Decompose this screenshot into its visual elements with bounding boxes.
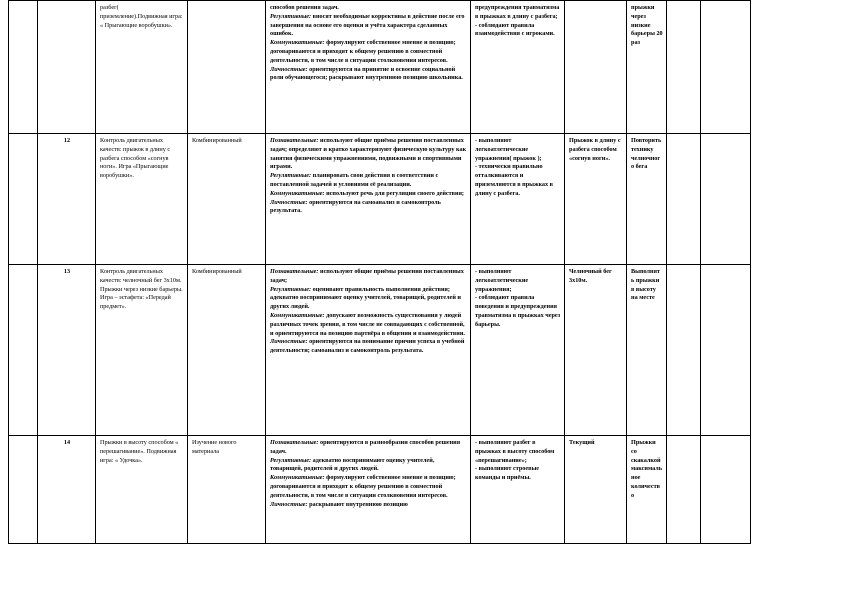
learning-action-entry bbox=[270, 4, 467, 13]
lesson-row bbox=[9, 134, 751, 265]
learning-action-text: формулируют собственное мнение и позицию; договариваются и приходят к общему решению в совместной деятельности, в том числе в ситуации столкновения интересов. bbox=[270, 39, 456, 64]
blank-cell bbox=[667, 134, 701, 265]
blank-cell bbox=[701, 1, 751, 134]
learning-action-text: используют общие приёмы решения поставленных задач; определяют и кратко характеризуют физическую культуру как занятия физическими упражнениями, подвижными и спортивными играми. bbox=[270, 137, 467, 171]
lesson-type-cell: Комбинированный bbox=[188, 265, 266, 436]
learning-action-label: Личностные: bbox=[270, 338, 308, 346]
learning-action-entry bbox=[270, 66, 467, 84]
control-cell: Текущий bbox=[565, 436, 627, 544]
learning-action-label: Коммуникативные: bbox=[270, 39, 325, 47]
lesson-number-cell bbox=[38, 1, 96, 134]
student-activity-cell: - выполняют легкоатлетические упражнения( прыжок ); - технически правильно отталкиваются и приземляются в прыжках в длину с разбега. bbox=[471, 134, 565, 265]
control-cell: Челночный бег 3х10м. bbox=[565, 265, 627, 436]
learning-action-text: ориентируются на понимание причин успеха в учебной деятельности; самоанализ и самоконтроль результата. bbox=[270, 338, 465, 355]
learning-actions-cell bbox=[266, 436, 471, 544]
lesson-plan-table bbox=[8, 0, 751, 544]
learning-action-label: Коммуникативные: bbox=[270, 311, 325, 319]
student-activity-cell: - выполняют легкоатлетические упражнения; - соблюдают правила поведения и предупреждения травматизма в прыжках через барьеры. bbox=[471, 265, 565, 436]
lesson-number-cell: 13 bbox=[38, 265, 96, 436]
learning-action-text: используют речь для регуляции своего действия; bbox=[326, 189, 464, 197]
learning-action-text: адекватно воспринимают оценку учителей, товарищей, родителей и других людей. bbox=[270, 456, 435, 473]
learning-action-entry bbox=[270, 501, 467, 510]
blank-cell bbox=[9, 134, 38, 265]
learning-action-label: Личностные: bbox=[270, 65, 308, 73]
lesson-row bbox=[9, 436, 751, 544]
learning-action-text: планировать свои действия в соответствии с поставленной задачей и условиями её реализации. bbox=[270, 172, 439, 188]
learning-action-entry bbox=[270, 312, 467, 338]
lesson-number-cell: 12 bbox=[38, 134, 96, 265]
learning-action-label: Личностные: bbox=[270, 500, 308, 508]
blank-cell bbox=[667, 1, 701, 134]
learning-action-entry bbox=[270, 457, 467, 475]
blank-cell bbox=[701, 265, 751, 436]
learning-action-text: раскрывают внутреннюю позицию bbox=[309, 500, 408, 508]
lesson-topic-cell: Контроль двигательных качеств: челночный бег 3х10м. Прыжки через низкие барьеры. Игра – эстафета: «Передай предмет». bbox=[96, 265, 188, 436]
lesson-topic-cell: разбег( приземление).Подвижная игра: « Прыгающие воробушки». bbox=[96, 1, 188, 134]
learning-action-label: Познавательные: bbox=[270, 137, 319, 144]
learning-action-label: Регулятивные: bbox=[270, 172, 312, 180]
learning-action-label: Регулятивные: bbox=[270, 456, 312, 464]
learning-action-entry bbox=[270, 474, 467, 500]
learning-action-label: Познавательные: bbox=[270, 268, 319, 275]
student-activity-cell: - выполняют разбег в прыжках в высоту способом «перешагивание»; - выполняют строевые команды и приёмы. bbox=[471, 436, 565, 544]
learning-action-entry bbox=[270, 39, 467, 65]
learning-action-text: способов решения задач. bbox=[270, 4, 339, 11]
learning-action-text: вносят необходимые коррективы в действие после его завершения на основе его оценки и учёта характера сделанных ошибок. bbox=[270, 12, 465, 38]
learning-action-entry bbox=[270, 439, 467, 457]
lesson-type-cell: Изучение нового материала bbox=[188, 436, 266, 544]
blank-cell bbox=[667, 436, 701, 544]
learning-action-label: Коммуникативные: bbox=[270, 189, 325, 197]
learning-action-text: оценивают правильность выполнения действия; адекватно воспринимают оценку учителей, товарищей, родителей и других людей. bbox=[270, 285, 461, 311]
learning-action-label: Личностные: bbox=[270, 198, 308, 206]
lesson-row bbox=[9, 1, 751, 134]
learning-action-label: Регулятивные: bbox=[270, 285, 312, 293]
blank-cell bbox=[9, 436, 38, 544]
homework-cell: Выполнять прыжки в высоту на месте bbox=[627, 265, 667, 436]
student-activity-cell: предупреждения травматизма в прыжках в длину с разбега; - соблюдают правила взаимодействия с игроками. bbox=[471, 1, 565, 134]
blank-cell bbox=[701, 436, 751, 544]
homework-cell: прыжки через низкие барьеры 20 раз bbox=[627, 1, 667, 134]
learning-action-text: формулируют собственное мнение и позицию; договариваются и приходят к общему решению в совместной деятельности, в том числе в ситуации столкновения интересов. bbox=[270, 474, 456, 499]
control-cell: Прыжок в длину с разбега способом «согнув ноги». bbox=[565, 134, 627, 265]
learning-action-entry bbox=[270, 268, 467, 286]
lesson-topic-cell: Контроль двигательных качеств: прыжок в длину с разбега способом «согнув ноги». Игра «Прыгающие воробушки». bbox=[96, 134, 188, 265]
blank-cell bbox=[9, 1, 38, 134]
learning-action-entry bbox=[270, 286, 467, 312]
blank-cell bbox=[9, 265, 38, 436]
learning-action-label: Регулятивные: bbox=[270, 12, 312, 20]
learning-action-text: ориентируются на принятие и освоение социальной роли обучающегося; раскрывают внутреннюю позицию школьника. bbox=[270, 65, 463, 82]
homework-cell: Прыжки со скакалкой максимальное количество bbox=[627, 436, 667, 544]
learning-action-entry bbox=[270, 199, 467, 217]
learning-action-text: ориентируются в разнообразии способов решения задач. bbox=[270, 439, 461, 455]
control-cell bbox=[565, 1, 627, 134]
learning-action-entry bbox=[270, 137, 467, 172]
lesson-number-cell: 14 bbox=[38, 436, 96, 544]
learning-action-text: ориентируются на самоанализ и самоконтроль результата. bbox=[270, 198, 441, 215]
blank-cell bbox=[667, 265, 701, 436]
learning-actions-cell bbox=[266, 265, 471, 436]
lesson-topic-cell: Прыжки в высоту способом « перешагивание». Подвижная игра: « Удочка». bbox=[96, 436, 188, 544]
lesson-type-cell: Комбинированный bbox=[188, 134, 266, 265]
learning-action-entry bbox=[270, 338, 467, 356]
learning-action-text: используют общие приёмы решения поставленных задач; bbox=[270, 268, 464, 284]
learning-action-text: допускают возможность существования у людей различных точек зрения, в том числе не совпадающих с собственной, и ориентируются на позицию партнёра в общении и взаимодействии. bbox=[270, 311, 465, 337]
blank-cell bbox=[701, 134, 751, 265]
homework-cell: Повторить технику челночного бега bbox=[627, 134, 667, 265]
learning-action-entry bbox=[270, 172, 467, 190]
learning-action-label: Коммуникативные: bbox=[270, 474, 325, 482]
lesson-row bbox=[9, 265, 751, 436]
lesson-type-cell bbox=[188, 1, 266, 134]
learning-actions-cell bbox=[266, 134, 471, 265]
learning-action-entry bbox=[270, 13, 467, 39]
learning-action-label: Познавательные: bbox=[270, 439, 319, 446]
learning-actions-cell bbox=[266, 1, 471, 134]
learning-action-entry bbox=[270, 190, 467, 199]
